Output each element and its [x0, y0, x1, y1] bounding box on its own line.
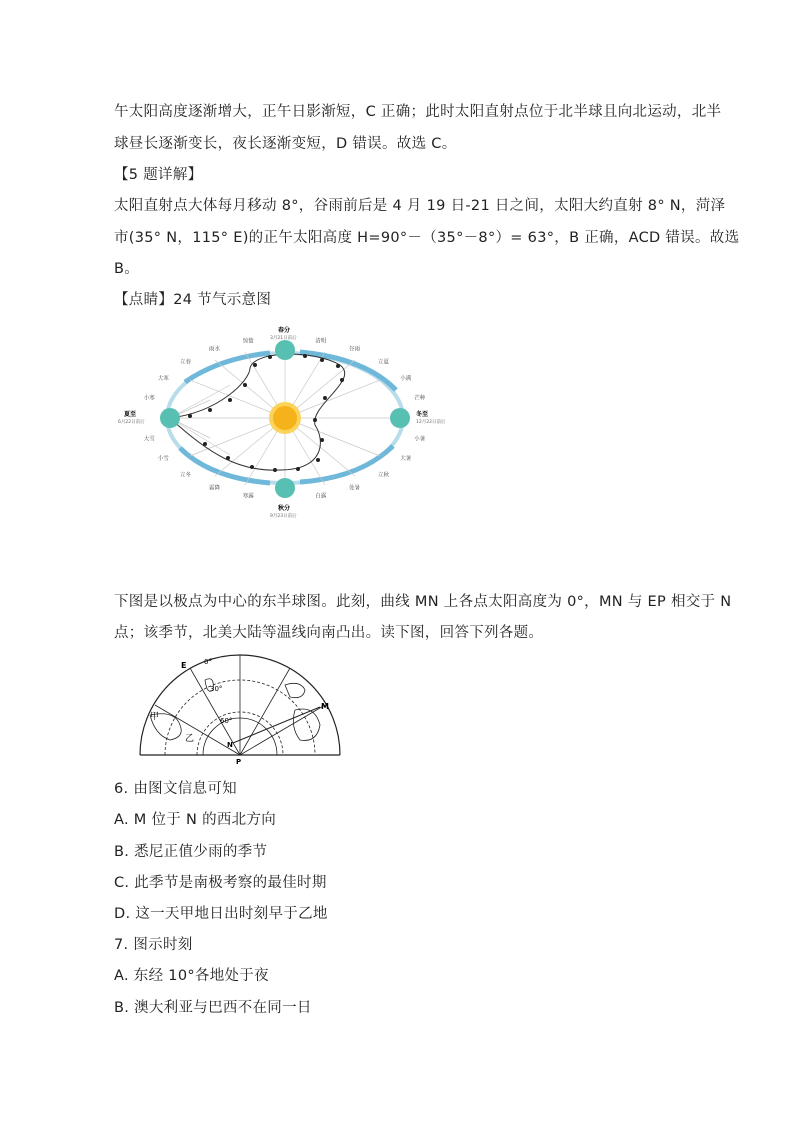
- paragraph-line: 球昼长逐渐变长，夜长逐渐变短，D 错误。故选 C。: [114, 136, 457, 152]
- label-e: E: [181, 661, 187, 670]
- continent-outline: [285, 683, 305, 697]
- mn-line: [233, 707, 320, 743]
- solar-term-label: 霜降: [209, 485, 221, 492]
- solar-term-label: 小寒: [143, 395, 155, 402]
- solar-term-label: 小满: [400, 376, 412, 382]
- q6-option-b: B. 悉尼正值少雨的季节: [114, 844, 268, 860]
- summer-label: 夏至: [124, 411, 137, 418]
- earth-icon: [160, 408, 180, 428]
- paragraph-line: 下图是以极点为中心的东半球图。此刻，曲线 MN 上各点太阳高度为 0°，MN 与 EP 相交于 N: [114, 594, 732, 610]
- solar-term-label: 大寒: [157, 376, 169, 382]
- earth-icon: [390, 408, 410, 428]
- winter-label: 冬至: [416, 411, 429, 418]
- solar-term-label: 寒露: [242, 493, 254, 500]
- label-n: N: [227, 741, 233, 749]
- paragraph-line: 点；该季节，北美大陆等温线向南凸出。读下图，回答下列各题。: [114, 625, 544, 641]
- solar-term-label: 大雪: [143, 436, 155, 443]
- solar-term-label: 雨水: [209, 346, 221, 353]
- solar-term-label: 立秋: [378, 472, 390, 479]
- paragraph-line: 太阳直射点大体每月移动 8°，谷雨前后是 4 月 19 日-21 日之间，太阳大约直射 8° N，菏泽: [114, 198, 726, 214]
- solar-term-label: 惊蛰: [242, 338, 254, 345]
- solar-term-label: 小雪: [157, 456, 169, 462]
- paragraph-line: B。: [114, 261, 140, 277]
- term-dots: [188, 353, 344, 472]
- label-lat-30: 30°: [210, 685, 223, 693]
- solar-term-label: 白露: [315, 493, 327, 500]
- sun-icon: [269, 402, 301, 434]
- sun-path-curve: [170, 354, 345, 470]
- orbit-arrow: [300, 352, 396, 390]
- orbit-arrow: [185, 353, 270, 382]
- label-m: M: [321, 702, 329, 711]
- paragraph-line: 午太阳高度逐渐增大，正午日影渐短，C 正确；此时太阳直射点位于北半球且向北运动，北半: [114, 104, 722, 120]
- solar-term-label: 立夏: [378, 359, 390, 366]
- solar-terms-diagram: [110, 320, 460, 525]
- label-p: P: [236, 758, 242, 766]
- earth-icon: [275, 478, 295, 498]
- autumn-date: 9月23日前后: [270, 514, 297, 519]
- q7-option-a: A. 东经 10°各地处于夜: [114, 968, 269, 984]
- earth-icon: [275, 340, 295, 360]
- label-jia: 甲: [150, 712, 160, 722]
- q5-heading: 【5 题详解】: [114, 167, 203, 183]
- solar-term-label: 处暑: [349, 485, 361, 492]
- q6-stem: 6. 由图文信息可知: [114, 781, 237, 797]
- label-lat-60: 60°: [220, 717, 233, 725]
- summer-date: 6月22日前后: [118, 420, 145, 425]
- solar-term-label: 立春: [180, 359, 192, 366]
- q6-option-a: A. M 位于 N 的西北方向: [114, 812, 277, 828]
- q7-option-b: B. 澳大利亚与巴西不在同一日: [114, 1000, 312, 1016]
- label-lat-0: 0°: [204, 658, 212, 666]
- label-yi: 乙: [185, 734, 195, 744]
- meridian: [240, 668, 290, 755]
- q6-option-d: D. 这一天甲地日出时刻早于乙地: [114, 906, 328, 922]
- hemisphere-map: [135, 655, 345, 765]
- solar-term-label: 立冬: [180, 472, 192, 479]
- spring-label: 春分: [278, 327, 291, 334]
- q6-option-c: C. 此季节是南极考察的最佳时期: [114, 875, 327, 891]
- q7-stem: 7. 图示时刻: [114, 937, 193, 953]
- solar-term-label: 芒种: [414, 395, 426, 402]
- paragraph-line: 市(35° N，115° E)的正午太阳高度 H=90°－（35°－8°）= 63°，B 正确，ACD 错误。故选: [114, 230, 740, 246]
- winter-date: 12月22日前后: [416, 420, 446, 425]
- solar-term-label: 大暑: [400, 456, 412, 462]
- spring-date: 3月21日前后: [270, 336, 297, 341]
- solar-term-label: 小暑: [414, 436, 426, 443]
- autumn-label: 秋分: [278, 505, 291, 512]
- continent-outline: [293, 709, 320, 740]
- solar-term-label: 清明: [315, 338, 327, 345]
- solar-term-label: 谷雨: [349, 346, 361, 353]
- dianjing-heading: 【点睛】24 节气示意图: [114, 292, 272, 308]
